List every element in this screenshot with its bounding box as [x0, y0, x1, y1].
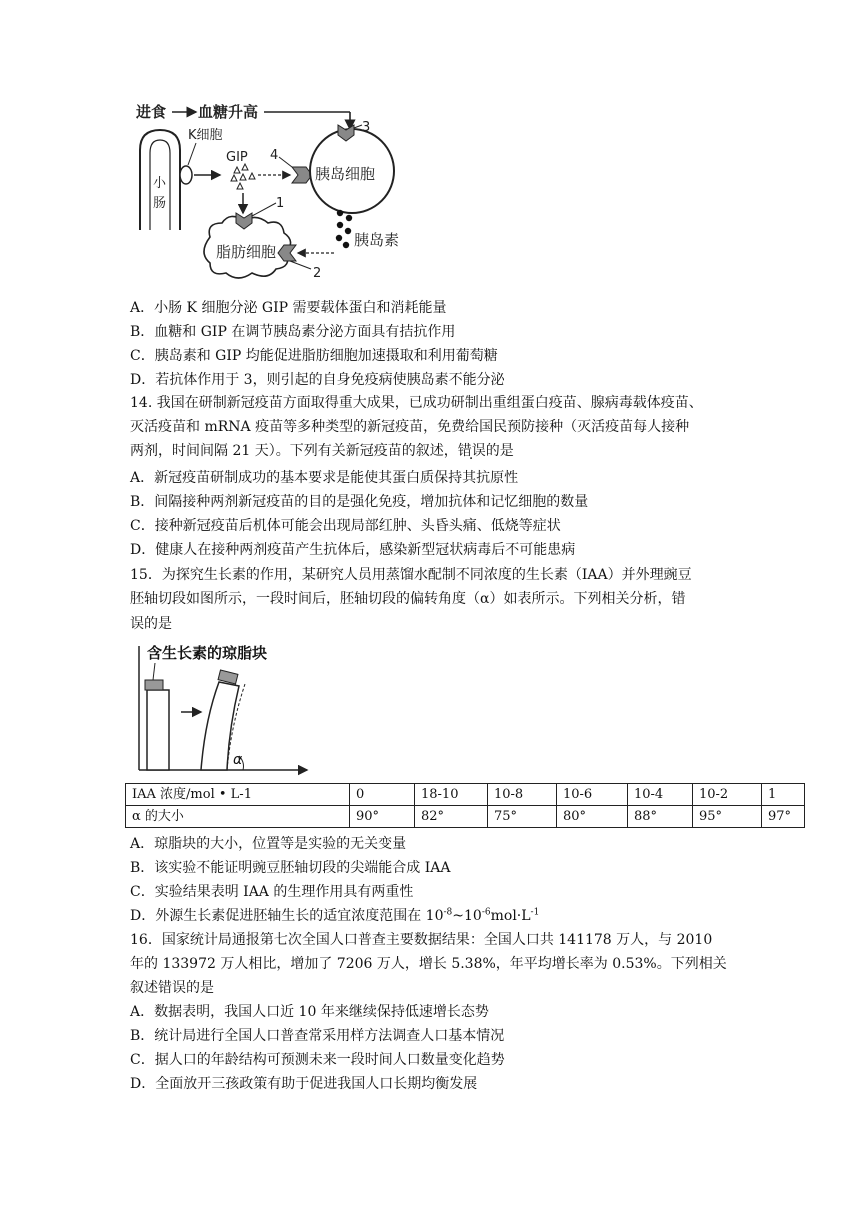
q16-option-d: D．全面放开三孩政策有助于促进我国人口长期均衡发展: [130, 1076, 478, 1092]
table-cell: 90°: [350, 806, 415, 828]
hypocotyl-straight-shape: [147, 690, 169, 770]
k-cell-shape: [180, 166, 192, 184]
label-intestine-2: 肠: [153, 196, 167, 211]
iaa-table: [125, 783, 805, 828]
q15-stem-line-1: 15．为探究生长素的作用，某研究人员用蒸馏水配制不同浓度的生长素（IAA）并外理豌豆: [130, 567, 692, 583]
q16-option-a: A．数据表明，我国人口近 10 年来继续保持低速增长态势: [130, 1004, 489, 1020]
q13-option-c: C．胰岛素和 GIP 均能促进脂肪细胞加速摄取和利用葡萄糖: [130, 348, 498, 364]
q15-stem-line-2: 胚轴切段如图所示，一段时间后，胚轴切段的偏转角度（α）如表所示。下列相关分析，错: [130, 591, 686, 607]
svg-text:4: 4: [270, 148, 279, 163]
receptor-4-icon: [292, 167, 312, 183]
table-cell: 97°: [762, 806, 805, 828]
q15-option-c: C．实验结果表明 IAA 的生理作用具有两重性: [130, 884, 414, 900]
emphasis-wrong: 错误: [457, 443, 486, 459]
label-kcell: K细胞: [188, 128, 223, 143]
figure-alpha-label: α: [233, 752, 243, 768]
q14-option-d: D．健康人在接种两剂疫苗产生抗体后，感染新型冠状病毒后不可能患病: [130, 542, 576, 558]
gip-molecules-icon: [231, 164, 255, 189]
agar-block-1-icon: [145, 680, 163, 690]
table-cell: 18-10: [415, 784, 488, 806]
q15-option-b: B．该实验不能证明豌豆胚轴切段的尖端能合成 IAA: [130, 860, 451, 876]
q13-option-a: A．小肠 K 细胞分泌 GIP 需要载体蛋白和消耗能量: [130, 300, 447, 316]
table-cell: 1: [762, 784, 805, 806]
table-cell: 10-8: [488, 784, 557, 806]
q14-option-c: C．接种新冠疫苗后机体可能会出现局部红肿、头昏头痛、低烧等症状: [130, 518, 561, 534]
table-cell: IAA 浓度/mol • L-1: [126, 784, 350, 806]
q16-stem-line-3: 叙述错误的是: [130, 980, 214, 996]
table-cell: 10-6: [557, 784, 628, 806]
svg-text:2: 2: [313, 266, 322, 281]
label-insulin: 胰岛素: [354, 231, 400, 249]
q16-option-c: C．据人口的年龄结构可预测未来一段时间人口数量变化趋势: [130, 1052, 505, 1068]
svg-text:3: 3: [362, 120, 371, 135]
figure-label-agar: 含生长素的琼脂块: [147, 644, 268, 662]
table-cell: 82°: [415, 806, 488, 828]
table-cell: 0: [350, 784, 415, 806]
label-eat: 进食: [136, 103, 167, 121]
label-intestine-1: 小: [153, 176, 167, 191]
table-cell: 10-4: [628, 784, 693, 806]
label-islet: 胰岛细胞: [315, 165, 376, 183]
table-cell: 75°: [488, 806, 557, 828]
q15-stem-line-3: 误的是: [130, 616, 172, 632]
gip-regulation-diagram: [130, 95, 400, 285]
agar-block-experiment-diagram: [135, 640, 310, 780]
q14-option-a: A．新冠疫苗研制成功的基本要求是能使其蛋白质保持其抗原性: [130, 470, 519, 486]
q14-option-b: B．间隔接种两剂新冠疫苗的目的是强化免疫，增加抗体和记忆细胞的数量: [130, 494, 589, 510]
insulin-molecules-icon: [336, 210, 352, 248]
table-cell: 80°: [557, 806, 628, 828]
table-cell: 95°: [693, 806, 762, 828]
q16-stem-line-1: 16．国家统计局通报第七次全国人口普查主要数据结果：全国人口共 141178 万人，与 2010: [130, 932, 713, 948]
label-gip: GIP: [226, 150, 248, 165]
label-fat: 脂肪细胞: [216, 243, 277, 261]
table-cell: 10-2: [693, 784, 762, 806]
table-row: [126, 806, 805, 828]
q16-stem-line-2: 年的 133972 万人相比，增加了 7206 万人，增长 5.38%，年平均增长率为 0.53%。下列相关: [130, 956, 727, 972]
label-glucose: 血糖升高: [198, 103, 259, 121]
q14-stem-line-3: 两剂，时间间隔 21 天）。下列有关新冠疫苗的叙述，错误的是: [130, 443, 514, 459]
q14-stem-line-1: 14. 我国在研制新冠疫苗方面取得重大成果，已成功研制出重组蛋白疫苗、腺病毒载体疫苗、: [130, 395, 703, 411]
svg-text:1: 1: [276, 196, 285, 211]
table-row: [126, 784, 805, 806]
q16-option-b: B．统计局进行全国人口普查常采用样方法调查人口基本情况: [130, 1028, 505, 1044]
table-cell: α 的大小: [126, 806, 350, 828]
table-cell: 88°: [628, 806, 693, 828]
q15-option-d: D．外源生长素促进胚轴生长的适宜浓度范围在 $10^{-8}\sim 10^{-6}mol\cdot L^{-1}$: [130, 907, 540, 924]
q15-option-a: A．琼脂块的大小，位置等是实验的无关变量: [130, 836, 407, 852]
q14-stem-line-2: 灭活疫苗和 mRNA 疫苗等多种类型的新冠疫苗，免费给国民预防接种（灭活疫苗每人接种: [130, 419, 690, 435]
q13-option-b: B．血糖和 GIP 在调节胰岛素分泌方面具有拮抗作用: [130, 324, 456, 340]
q13-option-d: D．若抗体作用于 3，则引起的自身免疫病使胰岛素不能分泌: [130, 372, 505, 388]
